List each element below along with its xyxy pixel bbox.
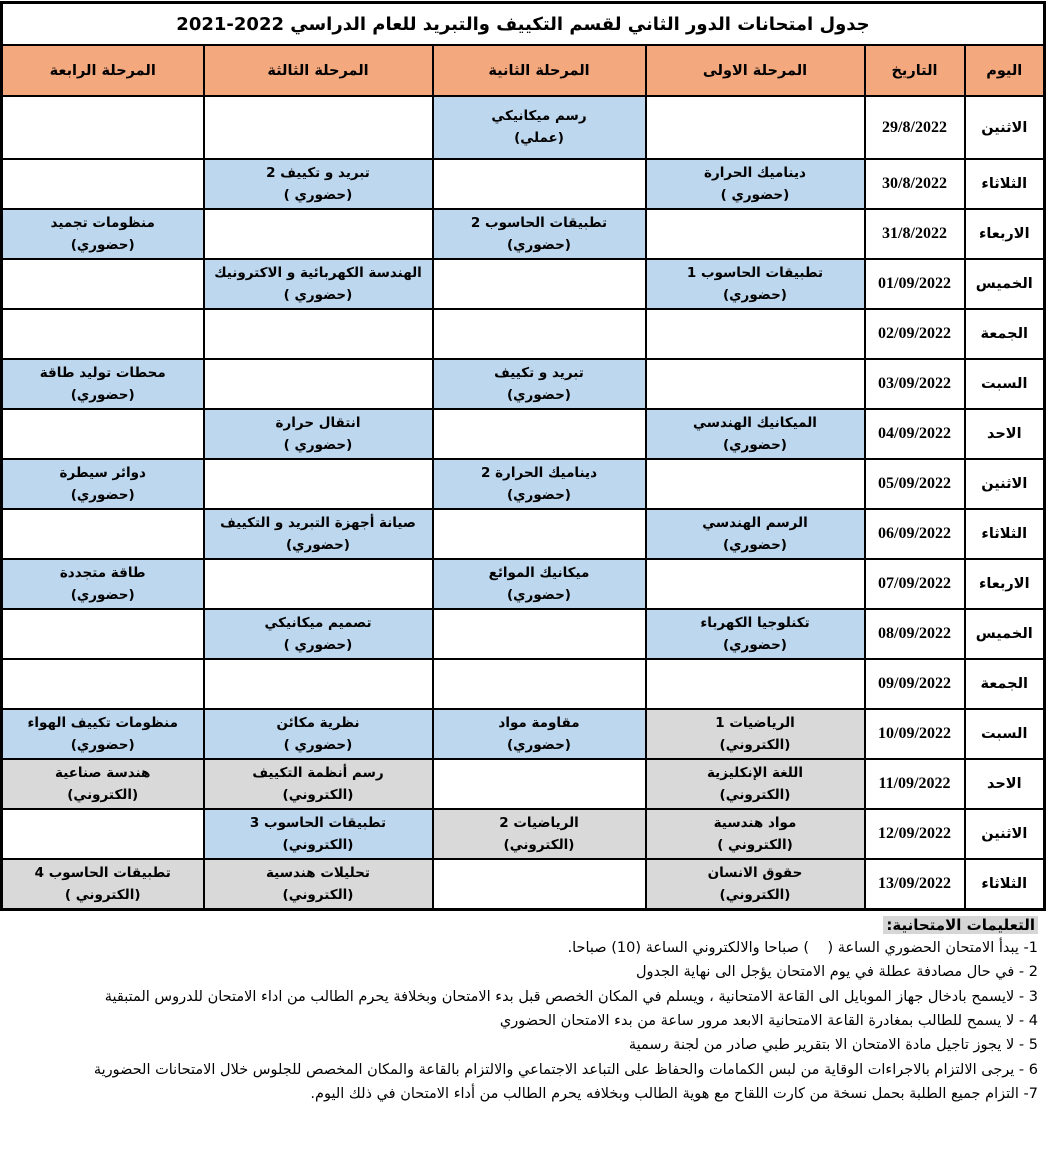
col-header-stage4: المرحلة الرابعة [1, 45, 203, 96]
table-row [1, 859, 1044, 910]
exam-cell [646, 209, 865, 259]
exam-cell [204, 459, 433, 509]
exam-cell [204, 809, 433, 859]
day-cell: الاربعاء [965, 209, 1045, 259]
exam-cell [1, 609, 203, 659]
exam-cell [1, 709, 203, 759]
exam-mode: (حضوري ) [283, 186, 353, 203]
exam-subject: تطبيقات الحاسوب 4 [34, 864, 171, 881]
date-cell: 01/09/2022 [865, 259, 965, 309]
exam-subject: منظومات تكييف الهواء [27, 714, 178, 731]
exam-subject: ديناميك الحرارة 2 [480, 464, 597, 481]
exam-subject: نظرية مكائن [276, 714, 360, 731]
date-cell: 10/09/2022 [865, 709, 965, 759]
exam-subject: تحليلات هندسية [266, 864, 370, 881]
exam-cell [1, 459, 203, 509]
date-cell: 11/09/2022 [865, 759, 965, 809]
exam-mode: (الكتروني ) [64, 886, 141, 903]
day-cell: الثلاثاء [965, 509, 1045, 559]
exam-cell [433, 609, 646, 659]
exam-mode: (حضوري) [723, 536, 787, 553]
table-row [1, 409, 1044, 459]
exam-subject: ديناميك الحرارة [704, 164, 806, 181]
exam-cell [204, 709, 433, 759]
exam-cell [204, 859, 433, 910]
exam-cell [1, 159, 203, 209]
exam-cell [204, 159, 433, 209]
page-title: جدول امتحانات الدور الثاني لقسم التكييف والتبريد للعام الدراسي 2022-2021 [1, 3, 1044, 46]
col-header-stage2: المرحلة الثانية [433, 45, 646, 96]
date-cell: 06/09/2022 [865, 509, 965, 559]
exam-cell [204, 659, 433, 709]
exam-mode: (حضوري) [723, 636, 787, 653]
exam-cell [433, 759, 646, 809]
exam-cell [204, 409, 433, 459]
date-cell: 30/8/2022 [865, 159, 965, 209]
exam-cell [646, 709, 865, 759]
exam-cell [1, 659, 203, 709]
exam-subject: تطبيقات الحاسوب 2 [470, 214, 608, 231]
table-row [1, 609, 1044, 659]
exam-cell [204, 509, 433, 559]
day-cell: الاثنين [965, 96, 1045, 159]
exam-subject: ميكانيك الموائع [488, 564, 590, 581]
exam-instruction: 6 - يرجى الالتزام بالاجراءات الوقاية من لبس الكمامات والحفاظ على التباعد الاجتماعي والالتزام بالقاعة والمكان المخصص للجلوس خلال الامتحانات الحضورية [93, 1061, 1038, 1078]
day-cell: الاثنين [965, 459, 1045, 509]
day-cell: الثلاثاء [965, 859, 1045, 910]
day-cell: الخميس [965, 259, 1045, 309]
date-cell: 03/09/2022 [865, 359, 965, 409]
date-cell: 05/09/2022 [865, 459, 965, 509]
exam-mode: (حضوري) [70, 236, 135, 253]
date-cell: 12/09/2022 [865, 809, 965, 859]
table-row [1, 96, 1044, 159]
exam-mode: (الكتروني) [719, 886, 791, 903]
exam-cell [646, 509, 865, 559]
exam-cell [646, 809, 865, 859]
exam-mode: (حضوري) [70, 386, 135, 403]
exam-cell [433, 309, 646, 359]
exam-subject: تصميم ميكانيكي [264, 614, 372, 631]
exam-instructions [3, 911, 1046, 1107]
table-row [1, 309, 1044, 359]
exam-subject: منظومات تجميد [50, 214, 155, 231]
exam-instruction: 2 - في حال مصادفة عطلة في يوم الامتحان يؤجل الى نهاية الجدول [635, 964, 1038, 981]
exam-mode: (الكتروني ) [717, 836, 793, 853]
table-title-row [1, 3, 1044, 46]
exam-mode: (حضوري) [507, 236, 571, 253]
exam-subject: حقوق الانسان [707, 864, 803, 881]
date-cell: 29/8/2022 [865, 96, 965, 159]
exam-cell [433, 659, 646, 709]
table-row [1, 259, 1044, 309]
exam-cell [646, 459, 865, 509]
exam-schedule-table [0, 1, 1046, 911]
exam-cell [204, 309, 433, 359]
exam-cell [1, 859, 203, 910]
exam-mode: (الكتروني) [719, 786, 791, 803]
date-cell: 08/09/2022 [865, 609, 965, 659]
exam-mode: (حضوري) [70, 486, 135, 503]
day-cell: السبت [965, 359, 1045, 409]
table-row [1, 159, 1044, 209]
exam-cell [646, 409, 865, 459]
date-cell: 04/09/2022 [865, 409, 965, 459]
table-row [1, 209, 1044, 259]
day-cell: الاربعاء [965, 559, 1045, 609]
instructions-heading: التعليمات الامتحانية: [883, 916, 1038, 934]
table-row [1, 659, 1044, 709]
day-cell: الجمعة [965, 659, 1045, 709]
col-header-date: التاريخ [865, 45, 965, 96]
exam-mode: (الكتروني) [282, 786, 354, 803]
exam-cell [433, 209, 646, 259]
table-row [1, 359, 1044, 409]
exam-subject: الرياضيات 2 [499, 814, 579, 831]
exam-subject: دوائر سيطرة [59, 464, 146, 481]
exam-cell [1, 259, 203, 309]
exam-subject: الميكانيك الهندسي [693, 414, 817, 431]
exam-subject: رسم أنظمة التكييف [252, 764, 384, 781]
exam-cell [433, 259, 646, 309]
exam-mode: (حضوري ) [283, 286, 353, 303]
exam-subject: انتقال حرارة [275, 414, 361, 431]
table-row [1, 509, 1044, 559]
exam-mode: (حضوري) [723, 286, 787, 303]
exam-cell [1, 309, 203, 359]
exam-subject: محطات توليد طاقة [39, 364, 166, 381]
exam-cell [433, 859, 646, 910]
exam-subject: مواد هندسية [713, 814, 797, 831]
exam-cell [646, 859, 865, 910]
exam-subject: اللغة الإنكليزية [707, 764, 803, 781]
day-cell: الاحد [965, 409, 1045, 459]
date-cell: 31/8/2022 [865, 209, 965, 259]
exam-instruction: 4 - لا يسمح للطالب بمغادرة القاعة الامتحانية الابعد مرور ساعة من بدء الامتحان الحضوري [499, 1013, 1038, 1030]
date-cell: 09/09/2022 [865, 659, 965, 709]
col-header-stage3: المرحلة الثالثة [204, 45, 433, 96]
exam-mode: (حضوري) [507, 486, 571, 503]
exam-mode: (حضوري ) [283, 436, 353, 453]
exam-cell [433, 159, 646, 209]
exam-mode: (حضوري) [507, 736, 571, 753]
table-row [1, 709, 1044, 759]
exam-mode: (الكتروني) [282, 886, 354, 903]
exam-subject: تطبيقات الحاسوب 1 [686, 264, 824, 281]
exam-subject: طاقة متجددة [59, 564, 146, 581]
exam-subject: الرياضيات 1 [715, 714, 795, 731]
exam-cell [1, 359, 203, 409]
date-cell: 02/09/2022 [865, 309, 965, 359]
exam-subject: تكنلوجيا الكهرباء [700, 614, 810, 631]
exam-cell [1, 759, 203, 809]
exam-mode: (الكتروني) [282, 836, 354, 853]
exam-subject: تطبيقات الحاسوب 3 [249, 814, 387, 831]
exam-cell [1, 809, 203, 859]
exam-cell [204, 759, 433, 809]
exam-cell [204, 209, 433, 259]
exam-cell [646, 359, 865, 409]
col-header-day: اليوم [965, 45, 1045, 96]
exam-cell [433, 96, 646, 159]
exam-cell [204, 259, 433, 309]
exam-cell [433, 559, 646, 609]
exam-mode: (حضوري) [507, 386, 571, 403]
table-row [1, 459, 1044, 509]
exam-cell [433, 509, 646, 559]
exam-cell [646, 96, 865, 159]
exam-cell [1, 559, 203, 609]
exam-cell [646, 759, 865, 809]
date-cell: 13/09/2022 [865, 859, 965, 910]
exam-cell [204, 96, 433, 159]
exam-subject: الهندسة الكهربائية و الاكترونيك [214, 264, 422, 281]
exam-cell [646, 259, 865, 309]
exam-subject: تبريد و تكييف [494, 364, 584, 381]
exam-subject: تبريد و تكييف 2 [266, 164, 370, 181]
table-header-row [1, 45, 1044, 96]
day-cell: الثلاثاء [965, 159, 1045, 209]
exam-subject: صيانة أجهزة التبريد و التكييف [220, 514, 416, 531]
exam-cell [204, 359, 433, 409]
exam-cell [646, 659, 865, 709]
exam-mode: (الكتروني) [719, 736, 791, 753]
exam-instruction: 1- يبدأ الامتحان الحضوري الساعة ( ) صباحا والالكتروني الساعة (10) صباحا. [567, 940, 1038, 956]
day-cell: السبت [965, 709, 1045, 759]
exam-cell [1, 96, 203, 159]
day-cell: الخميس [965, 609, 1045, 659]
exam-cell [646, 609, 865, 659]
exam-mode: (الكتروني) [67, 786, 139, 803]
exam-mode: (حضوري) [70, 736, 135, 753]
exam-mode: (حضوري) [507, 586, 571, 603]
exam-cell [646, 159, 865, 209]
exam-cell [433, 709, 646, 759]
exam-cell [204, 609, 433, 659]
exam-mode: (حضوري ) [283, 636, 353, 653]
exam-subject: الرسم الهندسي [702, 514, 808, 531]
exam-cell [646, 309, 865, 359]
exam-cell [1, 509, 203, 559]
day-cell: الاثنين [965, 809, 1045, 859]
exam-instruction: 7- التزام جميع الطلبة بحمل نسخة من كارت اللقاح مع هوية الطالب وبخلافه يحرم الطالب من أداء الامتحان في ذلك اليوم. [310, 1086, 1038, 1103]
exam-cell [433, 459, 646, 509]
exam-mode: (حضوري) [286, 536, 350, 553]
table-row [1, 809, 1044, 859]
table-row [1, 559, 1044, 609]
exam-mode: (حضوري) [723, 436, 787, 453]
exam-instruction: 3 - لايسمح بادخال جهاز الموبايل الى القاعة الامتحانية ، ويسلم في المكان الخصص قبل بدء الامتحان وبخلافة يحرم الطالب من اداء الامتحان للدروس المتبقية [104, 988, 1038, 1005]
exam-cell [646, 559, 865, 609]
exam-cell [204, 559, 433, 609]
exam-cell [433, 359, 646, 409]
exam-subject: هندسة صناعية [55, 764, 151, 781]
day-cell: الاحد [965, 759, 1045, 809]
exam-mode: (عملي) [514, 130, 564, 146]
exam-mode: (حضوري) [70, 586, 135, 603]
exam-mode: (حضوري ) [283, 736, 353, 753]
col-header-stage1: المرحلة الاولى [646, 45, 865, 96]
exam-cell [433, 809, 646, 859]
exam-subject: رسم ميكانيكي [491, 108, 587, 125]
exam-instruction: 5 - لا يجوز تاجيل مادة الامتحان الا بتقرير طبي صادر من لجنة رسمية [628, 1037, 1038, 1054]
exam-cell [1, 409, 203, 459]
date-cell: 07/09/2022 [865, 559, 965, 609]
day-cell: الجمعة [965, 309, 1045, 359]
exam-cell [433, 409, 646, 459]
exam-cell [1, 209, 203, 259]
exam-mode: (الكتروني) [503, 836, 575, 853]
exam-subject: مقاومة مواد [498, 714, 580, 731]
table-row [1, 759, 1044, 809]
exam-mode: (حضوري ) [720, 186, 790, 203]
